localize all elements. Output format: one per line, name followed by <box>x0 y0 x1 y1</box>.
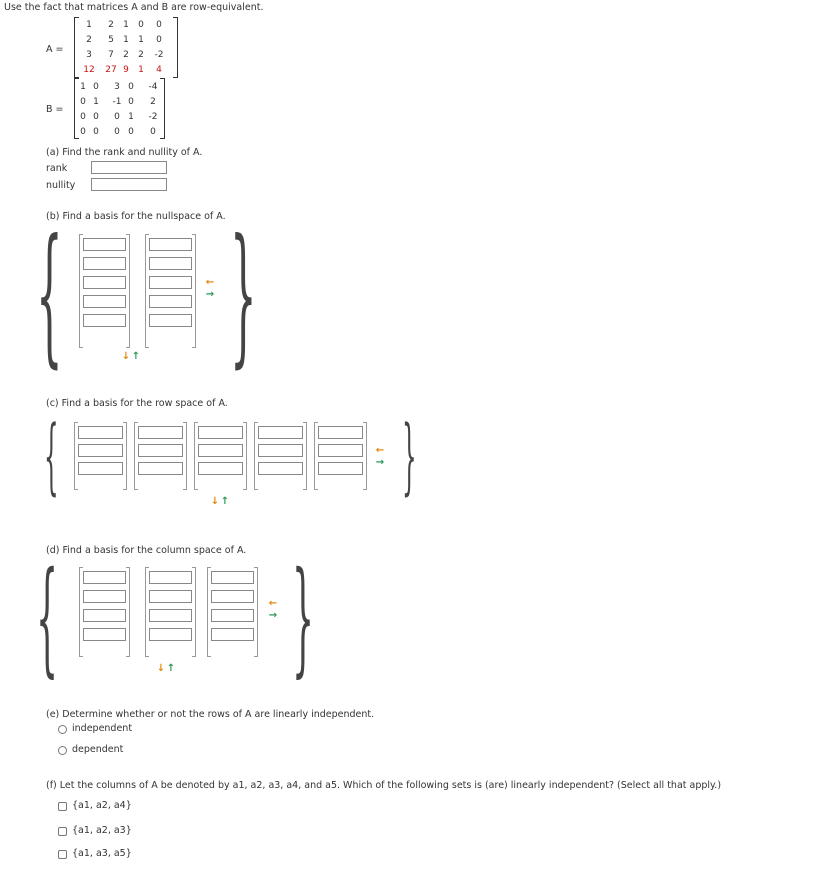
matrix-a-cell: 1 <box>86 20 92 30</box>
nullspace-vector <box>146 235 195 347</box>
matrix-a-cell: 7 <box>108 50 114 60</box>
rowspace-add-vector-icon[interactable]: → <box>375 457 385 468</box>
matrix-b-cell: 0 <box>93 82 99 92</box>
colspace-add-row-icon[interactable]: ↑ <box>166 663 176 674</box>
rowspace-right-brace: } <box>402 409 417 504</box>
rowspace-vector-right-bracket <box>363 422 367 490</box>
nullspace-vector-entry-input[interactable] <box>83 314 126 327</box>
matrix-a-cell: 2 <box>108 20 114 30</box>
nullity-input[interactable] <box>91 178 167 191</box>
rowspace-vector-entry-input[interactable] <box>198 444 243 457</box>
set-a1-a3-a5-checkbox[interactable] <box>58 850 67 859</box>
colspace-vector-right-bracket <box>126 567 130 657</box>
colspace-vector-entry-input[interactable] <box>149 590 192 603</box>
nullspace-vector-right-bracket <box>126 234 130 348</box>
matrix-b-cell: 1 <box>80 82 86 92</box>
dependent-label[interactable]: dependent <box>72 744 124 755</box>
matrix-b-cell: 2 <box>150 97 156 107</box>
part-a-prompt: (a) Find the rank and nullity of A. <box>46 147 203 158</box>
rowspace-vector-entry-input[interactable] <box>198 462 243 475</box>
matrix-a-right-bracket <box>173 17 178 78</box>
matrix-a-cell: 4 <box>156 65 162 75</box>
matrix-b-cell: -2 <box>148 112 158 122</box>
nullspace-add-row-icon[interactable]: ↑ <box>131 351 141 362</box>
rowspace-vector-entry-input[interactable] <box>138 426 183 439</box>
rowspace-vector-right-bracket <box>243 422 247 490</box>
rowspace-vector-entry-input[interactable] <box>318 444 363 457</box>
matrix-a-cell: 0 <box>156 20 162 30</box>
matrix-b-cell: 0 <box>114 127 120 137</box>
colspace-vector-entry-input[interactable] <box>211 628 254 641</box>
matrix-a-cell: 0 <box>156 35 162 45</box>
colspace-add-vector-icon[interactable]: → <box>268 610 278 621</box>
rowspace-vector-entry-input[interactable] <box>258 426 303 439</box>
colspace-left-brace: { <box>36 546 59 690</box>
matrix-a-cell: -2 <box>154 50 164 60</box>
matrix-a-cell: 5 <box>108 35 114 45</box>
rowspace-vector-entry-input[interactable] <box>258 462 303 475</box>
colspace-vector-entry-input[interactable] <box>149 571 192 584</box>
colspace-vector-entry-input[interactable] <box>83 628 126 641</box>
matrix-b-cell: 0 <box>93 112 99 122</box>
colspace-vector-entry-input[interactable] <box>149 609 192 622</box>
colspace-vector-entry-input[interactable] <box>211 571 254 584</box>
set-a1-a2-a3-checkbox[interactable] <box>58 827 67 836</box>
rowspace-vector-entry-input[interactable] <box>138 462 183 475</box>
part-c-prompt: (c) Find a basis for the row space of A. <box>46 398 228 409</box>
nullspace-right-brace: } <box>230 208 257 382</box>
matrix-b-cell: 0 <box>80 97 86 107</box>
matrix-a-cell: 3 <box>86 50 92 60</box>
matrix-b-cell: 0 <box>114 112 120 122</box>
colspace-vector-entry-input[interactable] <box>83 609 126 622</box>
rowspace-vector-right-bracket <box>183 422 187 490</box>
part-e-prompt: (e) Determine whether or not the rows of A are linearly independent. <box>46 709 375 720</box>
rowspace-add-row-icon[interactable]: ↑ <box>220 496 230 507</box>
matrix-a-cell: 2 <box>123 50 129 60</box>
part-f-prompt: (f) Let the columns of A be denoted by a1, a2, a3, a4, and a5. Which of the following sets is (are) linearly independent? (Select all that apply.) <box>46 780 722 791</box>
rowspace-vector-right-bracket <box>303 422 307 490</box>
matrix-a-left-bracket <box>74 17 79 78</box>
matrix-a-cell: 1 <box>123 35 129 45</box>
rowspace-vector-entry-input[interactable] <box>78 462 123 475</box>
colspace-vector-entry-input[interactable] <box>149 628 192 641</box>
colspace-vector-entry-input[interactable] <box>83 590 126 603</box>
matrix-a-cell: 0 <box>138 20 144 30</box>
matrix-a-cell: 12 <box>83 65 95 75</box>
matrix-b-cell: 0 <box>150 127 156 137</box>
nullspace-vector-entry-input[interactable] <box>83 257 126 270</box>
rowspace-vector-entry-input[interactable] <box>78 444 123 457</box>
matrix-a-label: A = <box>46 44 64 55</box>
independent-radio[interactable] <box>58 725 67 734</box>
nullspace-vector-entry-input[interactable] <box>83 295 126 308</box>
nullspace-vector-entry-input[interactable] <box>83 238 126 251</box>
nullspace-vector-entry-input[interactable] <box>149 257 192 270</box>
nullspace-vector-right-bracket <box>192 234 196 348</box>
nullspace-vector-entry-input[interactable] <box>149 314 192 327</box>
set-a1-a2-a3-label[interactable]: {a1, a2, a3} <box>72 825 132 836</box>
matrix-a-cell: 2 <box>138 50 144 60</box>
matrix-a-cell: 9 <box>123 65 129 75</box>
nullspace-add-vector-icon[interactable]: → <box>205 289 215 300</box>
rowspace-left-brace: { <box>44 409 59 504</box>
matrix-b-cell: 1 <box>93 97 99 107</box>
set-a1-a2-a4-checkbox[interactable] <box>58 802 67 811</box>
part-d-prompt: (d) Find a basis for the column space of A. <box>46 545 247 556</box>
matrix-b-cell: 0 <box>80 112 86 122</box>
rowspace-remove-vector-icon[interactable]: ← <box>375 445 385 456</box>
nullity-label: nullity <box>46 180 76 191</box>
matrix-a-cell: 1 <box>138 65 144 75</box>
nullspace-vector-left-bracket <box>145 234 149 348</box>
colspace-vector-entry-input[interactable] <box>211 590 254 603</box>
matrix-a-cell: 1 <box>138 35 144 45</box>
matrix-b-right-bracket <box>160 78 165 139</box>
nullspace-vector-entry-input[interactable] <box>149 295 192 308</box>
rowspace-vector-entry-input[interactable] <box>318 426 363 439</box>
colspace-vector-right-bracket <box>192 567 196 657</box>
matrix-b-cell: 1 <box>128 112 134 122</box>
part-b-prompt: (b) Find a basis for the nullspace of A. <box>46 211 226 222</box>
matrix-a-cell: 2 <box>86 35 92 45</box>
set-a1-a3-a5-label[interactable]: {a1, a3, a5} <box>72 848 132 859</box>
rowspace-remove-row-icon[interactable]: ↓ <box>210 496 220 507</box>
dependent-radio[interactable] <box>58 746 67 755</box>
nullspace-vector <box>80 235 129 347</box>
colspace-remove-row-icon[interactable]: ↓ <box>156 663 166 674</box>
set-a1-a2-a4-label[interactable]: {a1, a2, a4} <box>72 800 132 811</box>
rowspace-vector-entry-input[interactable] <box>258 444 303 457</box>
colspace-right-brace: } <box>292 546 315 690</box>
rowspace-vector-entry-input[interactable] <box>318 462 363 475</box>
matrix-b-cell: 0 <box>128 97 134 107</box>
intro-text: Use the fact that matrices A and B are row-equivalent. <box>4 2 264 13</box>
rank-input[interactable] <box>91 161 167 174</box>
colspace-vector-entry-input[interactable] <box>211 609 254 622</box>
matrix-b-label: B = <box>46 104 64 115</box>
matrix-b-cell: -4 <box>148 82 158 92</box>
nullspace-remove-vector-icon[interactable]: ← <box>205 277 215 288</box>
nullspace-vector-entry-input[interactable] <box>83 276 126 289</box>
independent-label[interactable]: independent <box>72 723 133 734</box>
matrix-b-cell: 0 <box>80 127 86 137</box>
matrix-a-cell: 27 <box>105 65 117 75</box>
nullspace-vector-left-bracket <box>79 234 83 348</box>
rowspace-vector-right-bracket <box>123 422 127 490</box>
nullspace-vector-entry-input[interactable] <box>149 276 192 289</box>
nullspace-vector-entry-input[interactable] <box>149 238 192 251</box>
rowspace-vector-entry-input[interactable] <box>198 426 243 439</box>
matrix-b-cell: -1 <box>112 97 122 107</box>
rank-label: rank <box>46 163 68 174</box>
matrix-b-cell: 0 <box>128 82 134 92</box>
colspace-vector-entry-input[interactable] <box>83 571 126 584</box>
rowspace-vector-entry-input[interactable] <box>138 444 183 457</box>
colspace-remove-vector-icon[interactable]: ← <box>268 598 278 609</box>
matrix-b-cell: 0 <box>128 127 134 137</box>
matrix-a-cell: 1 <box>123 20 129 30</box>
matrix-b-cell: 3 <box>114 82 120 92</box>
rowspace-vector-entry-input[interactable] <box>78 426 123 439</box>
matrix-b-cell: 0 <box>93 127 99 137</box>
nullspace-left-brace: { <box>36 208 63 382</box>
nullspace-remove-row-icon[interactable]: ↓ <box>121 351 131 362</box>
colspace-vector-right-bracket <box>254 567 258 657</box>
